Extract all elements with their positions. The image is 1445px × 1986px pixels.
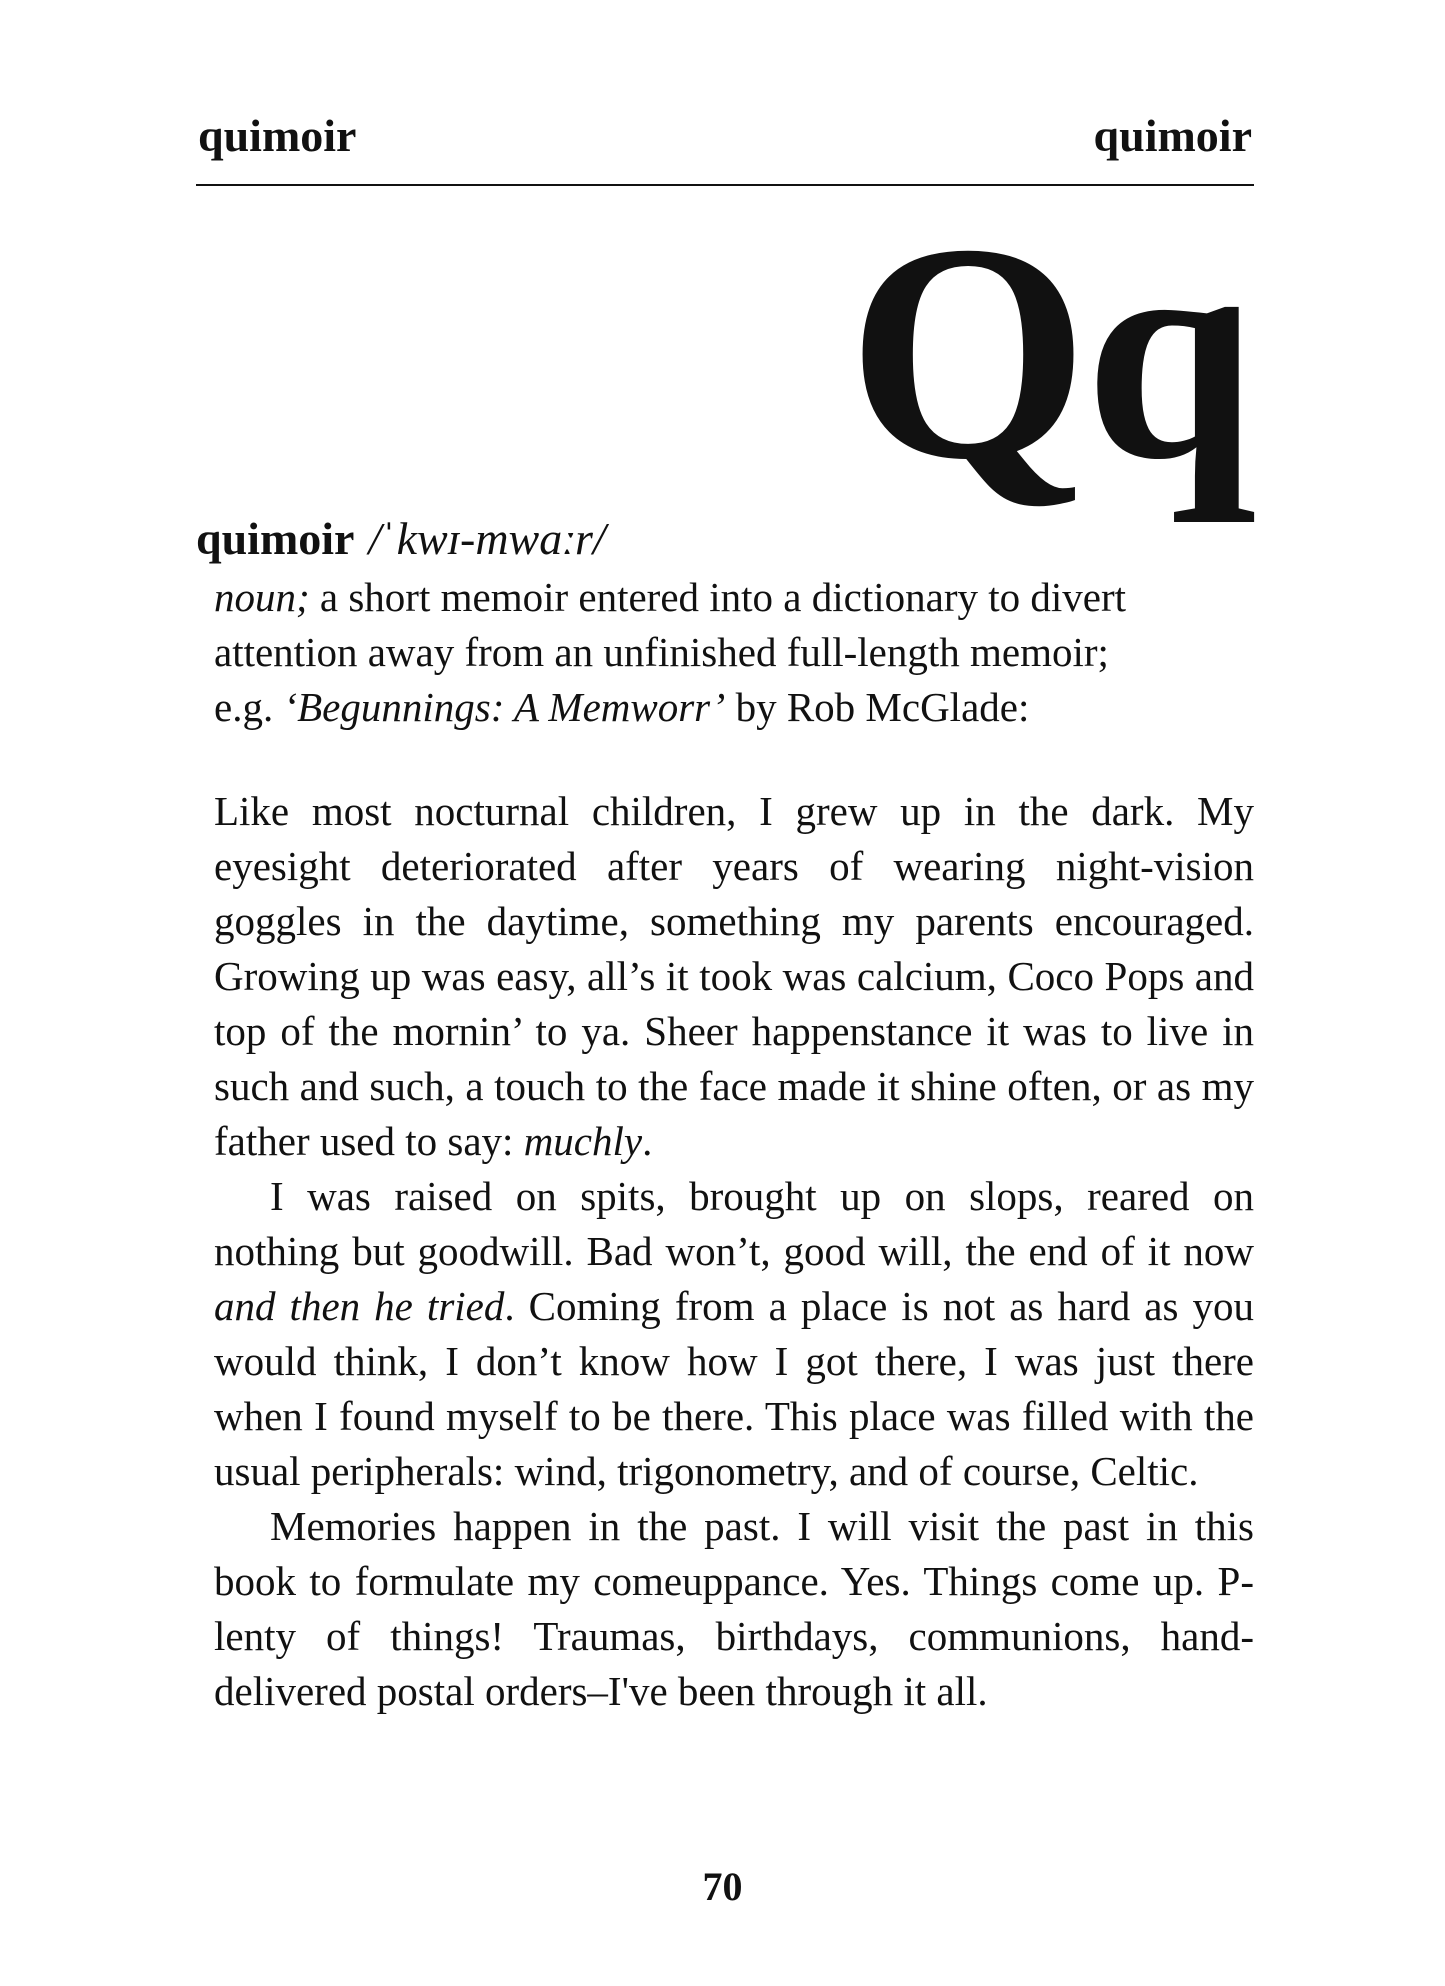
memoir-text <box>214 784 1254 1719</box>
paragraph-1 <box>214 784 1254 1169</box>
paragraph-1-text: Like most nocturnal children, I grew up in the dark. My eyesight deteriorated after years of wearing night-vision goggles in the daytime, something my parents encouraged. Growing up was easy, all’s it took was calcium, Coco Pops and top of the mornin’ to ya. Sheer happenstance it was to live in such and such, a touch to the face made it shine often, or as my father used to say: <box>214 788 1254 1164</box>
entry-heading <box>196 510 606 568</box>
definition <box>214 570 1254 735</box>
headword: quimoir <box>196 513 355 564</box>
pronunciation: /ˈkwɪ-mwaːr/ <box>368 513 606 564</box>
paragraph-1-italic: muchly <box>523 1118 643 1164</box>
paragraph-2-text-b: . Coming from a place is not as hard as you would think, I don’t know how I got there, I was just there when I found myself to be there. This place was filled with the usual peripherals: wind, trigonometry, and of course, Celtic. <box>214 1283 1254 1494</box>
definition-line-1 <box>214 570 1254 625</box>
paragraph-2-italic: and then he tried <box>214 1283 505 1329</box>
paragraph-2-text-a: I was raised on spits, brought up on slops, reared on nothing but goodwill. Bad won’t, good will, the end of it now <box>214 1173 1254 1274</box>
guide-word-left: quimoir <box>198 110 357 161</box>
example-suffix: by Rob McGlade: <box>735 684 1030 730</box>
running-head <box>196 108 1254 168</box>
paragraph-2 <box>214 1169 1254 1499</box>
example-title: ‘Begunnings: A Memworr’ <box>283 684 726 730</box>
paragraph-1-end: . <box>642 1118 653 1164</box>
definition-line-2: attention away from an unfinished full-length memoir; <box>214 629 1109 675</box>
part-of-speech: noun; <box>214 574 310 620</box>
page-number: 70 <box>702 1864 743 1909</box>
guide-word-right: quimoir <box>1093 110 1252 161</box>
definition-text: a short memoir entered into a dictionary to divert <box>319 574 1126 620</box>
paragraph-3: Memories happen in the past. I will visit the past in this book to formulate my comeuppance. Yes. Things come up. P-lenty of things! Traumas, birthdays, communions, hand-delivered postal orders–I've been through it all. <box>214 1503 1254 1714</box>
example-line <box>214 680 1254 735</box>
section-letter: Qq <box>847 181 1253 524</box>
example-prefix: e.g. <box>214 684 274 730</box>
